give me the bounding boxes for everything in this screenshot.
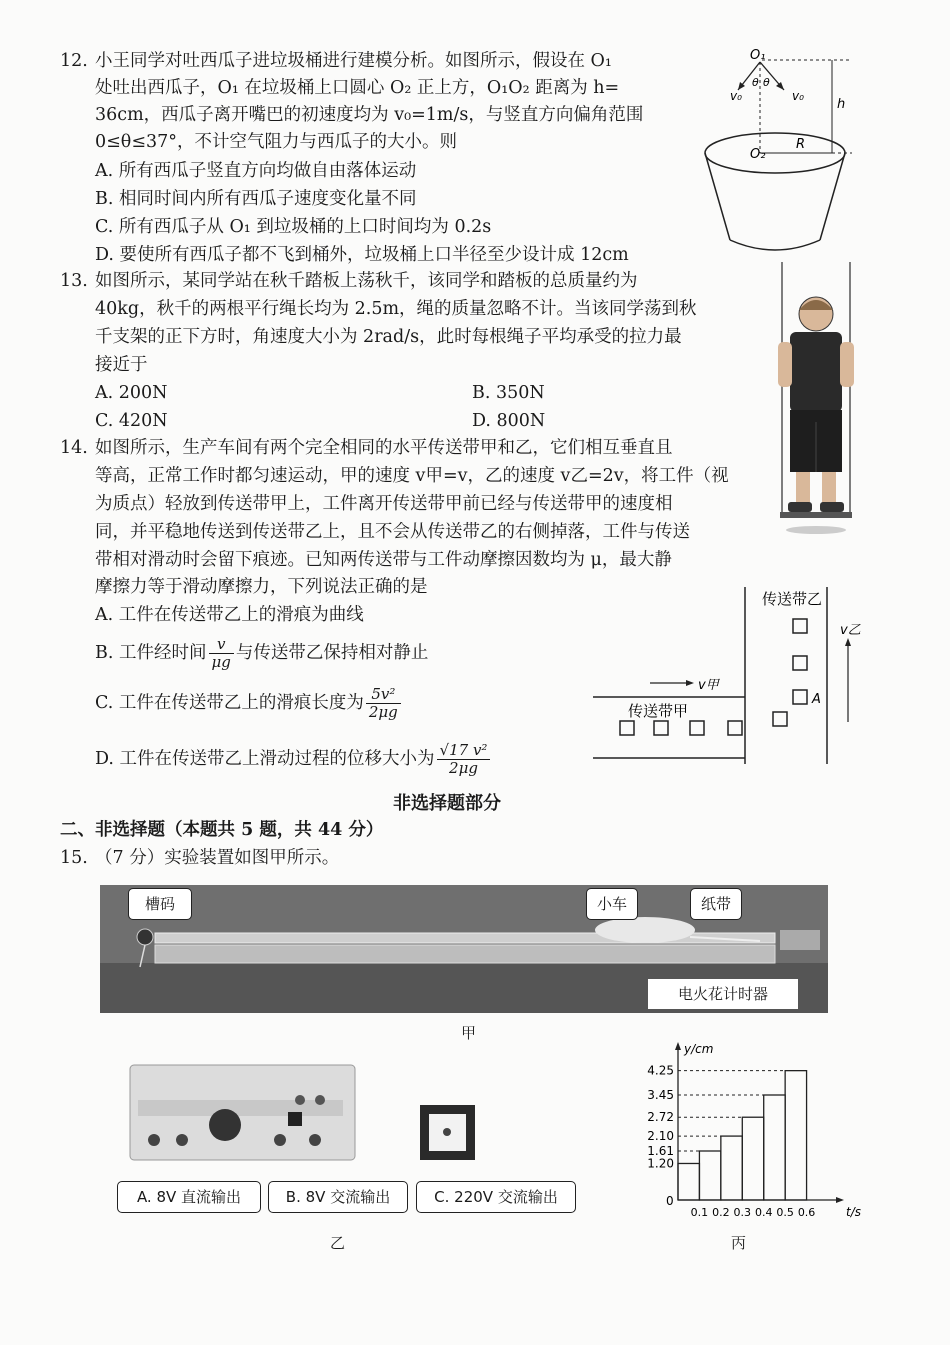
q13-option-a: A. 200N (95, 383, 168, 403)
r-label: R (796, 137, 806, 152)
origin-label: 0 (666, 1194, 674, 1208)
q12-trashcan-figure (700, 40, 880, 260)
belt-a-label: 传送带甲 (628, 702, 689, 720)
q15-number: 15. (60, 848, 88, 868)
workpiece-box (690, 721, 704, 735)
bar-0.2 (699, 1151, 720, 1200)
o2-label: O₂ (750, 147, 766, 162)
supply-box-a: A. 8V 直流输出 (117, 1181, 261, 1213)
q12-option-c: C. 所有西瓜子从 O₁ 到垃圾桶的上口时间均为 0.2s (95, 217, 492, 237)
q12-option-d: D. 要使所有西瓜子都不飞到桶外，垃圾桶上口半径至少设计成 12cm (95, 245, 629, 265)
v-b-label: v乙 (840, 623, 861, 638)
x-axis-arrow (836, 1197, 844, 1203)
workpiece-box (793, 656, 807, 670)
q13-number: 13. (60, 271, 88, 291)
label-timer: 电火花计时器 (648, 979, 798, 1009)
h-label: h (837, 97, 846, 112)
q14-line-4: 同，并平稳地传送到传送带乙上，且不会从传送带乙的右侧掉落，工件与传送 (95, 522, 690, 542)
q12-number: 12. (60, 51, 88, 71)
x-tick-label: 0.2 (712, 1206, 730, 1219)
apparatus-photo (100, 885, 828, 1013)
q14-option-d-fraction: $\frac{\text{√17 v²}}{2\mu g}$ (437, 742, 491, 777)
q12-option-b: B. 相同时间内所有西瓜子速度变化量不同 (95, 189, 417, 209)
x-tick-label: 0.5 (776, 1206, 794, 1219)
q14-option-b-fraction: $\frac{v}{\mu g}$ (209, 636, 234, 671)
theta-left-label: θ (752, 76, 759, 89)
supply-box-b: B. 8V 交流输出 (268, 1181, 408, 1213)
q14-option-c-fraction: $\frac{\text{5v²}}{2\mu g}$ (366, 686, 401, 721)
q14-line-5: 带相对滑动时会留下痕迹。已知两传送带与工件动摩擦因数均为 μ，最大静 (95, 550, 672, 570)
x-tick-label: 0.6 (797, 1206, 816, 1219)
q14-line-6: 摩擦力等于滑动摩擦力，下列说法正确的是 (95, 577, 428, 597)
q13-swing-photo (760, 262, 870, 542)
caption-c: 丙 (731, 1234, 747, 1252)
q14-number: 14. (60, 438, 88, 458)
y-axis-label: y/cm (684, 1042, 714, 1056)
q14-option-c: C. 工件在传送带乙上的滑痕长度为 $\frac{\text{5v²}}{2\mu g}$ (95, 686, 403, 721)
q13-option-c: C. 420N (95, 411, 168, 431)
section-title: 非选择题部分 (393, 793, 501, 814)
workpiece-box (620, 721, 634, 735)
x-axis-label: t/s (846, 1205, 861, 1219)
x-tick-label: 0.1 (690, 1206, 709, 1219)
q13-line-3: 千支架的正下方时，角速度大小为 2rad/s，此时每根绳子平均承受的拉力最 (95, 327, 682, 347)
y-tick-label: 2.10 (647, 1129, 674, 1144)
label-car: 小车 (586, 888, 638, 920)
q12-line-4: 0≤θ≤37°，不计空气阻力与西瓜子的大小。则 (95, 132, 458, 152)
supply-box-c: C. 220V 交流输出 (416, 1181, 576, 1213)
q12-option-a: A. 所有西瓜子竖直方向均做自由落体运动 (95, 161, 417, 181)
x-tick-label: 0.3 (733, 1206, 752, 1219)
o1-label: O₁ (750, 48, 766, 63)
power-supply-photo (120, 1060, 600, 1170)
bar-0.3 (721, 1136, 742, 1200)
bar-0.6 (785, 1071, 806, 1200)
q12-line-3: 36cm，西瓜子离开嘴巴的初速度均为 v₀=1m/s，与竖直方向偏角范围 (95, 105, 644, 125)
q14-conveyor-figure (590, 582, 880, 772)
y-tick-label: 1.61 (647, 1144, 674, 1158)
q12-line-2: 处吐出西瓜子，O₁ 在垃圾桶上口圆心 O₂ 正上方，O₁O₂ 距离为 h= (95, 78, 620, 98)
caption-a: 甲 (461, 1024, 477, 1042)
yt-bar-chart (620, 1040, 861, 1225)
label-tape: 纸带 (690, 888, 742, 920)
y-axis-arrow (675, 1042, 681, 1050)
q14-line-2: 等高，正常工作时都匀速运动，甲的速度 v甲=v，乙的速度 v乙=2v，将工件（视 (95, 466, 729, 486)
workpiece-box (793, 690, 807, 704)
workpiece-box (793, 619, 807, 633)
q14-option-b: B. 工件经时间 $\frac{v}{\mu g}$ 与传送带乙保持相对静止 (95, 635, 429, 671)
y-tick-label: 4.25 (647, 1063, 674, 1078)
point-a-label: A (812, 692, 821, 707)
q13-option-b: B. 350N (472, 383, 545, 403)
y-tick-label: 2.72 (647, 1110, 674, 1125)
v0-left-label: v₀ (730, 89, 742, 103)
q14-line-1: 如图所示，生产车间有两个完全相同的水平传送带甲和乙，它们相互垂直且 (95, 438, 673, 458)
bar-0.4 (742, 1117, 763, 1200)
q13-line-4: 接近于 (95, 355, 148, 375)
q15-text: （7 分）实验装置如图甲所示。 (95, 848, 340, 868)
y-tick-label: 3.45 (647, 1088, 674, 1102)
section-header: 二、非选择题（本题共 5 题，共 44 分） (60, 820, 384, 840)
y-tick-label: 1.20 (647, 1156, 674, 1171)
caption-b: 乙 (330, 1234, 346, 1252)
workpiece-box (773, 712, 787, 726)
q13-line-1: 如图所示，某同学站在秋千踏板上荡秋千，该同学和踏板的总质量约为 (95, 271, 638, 291)
workpiece-box (728, 721, 742, 735)
q13-option-d: D. 800N (472, 411, 546, 431)
v-a-label: v甲 (698, 678, 719, 693)
label-weight: 槽码 (128, 888, 192, 920)
q12-line-1: 小王同学对吐西瓜子进垃圾桶进行建模分析。如图所示，假设在 O₁ (95, 51, 612, 71)
bar-0.5 (764, 1095, 785, 1200)
q13-line-2: 40kg，秋千的两根平行绳长均为 2.5m，绳的质量忽略不计。当该同学荡到秋 (95, 299, 697, 319)
workpiece-box (654, 721, 668, 735)
v0-right-label: v₀ (792, 89, 804, 103)
x-tick-label: 0.4 (754, 1206, 773, 1219)
belt-b-label: 传送带乙 (762, 590, 823, 608)
q14-option-d: D. 工件在传送带乙上滑动过程的位移大小为 $\frac{\text{√17 v²}}{2\mu g}$ (95, 742, 492, 777)
bar-0.1 (678, 1163, 699, 1200)
q14-line-3: 为质点）轻放到传送带甲上，工件离开传送带甲前已经与传送带甲的速度相 (95, 494, 673, 514)
q14-option-a: A. 工件在传送带乙上的滑痕为曲线 (95, 605, 364, 625)
theta-right-label: θ (763, 76, 770, 89)
